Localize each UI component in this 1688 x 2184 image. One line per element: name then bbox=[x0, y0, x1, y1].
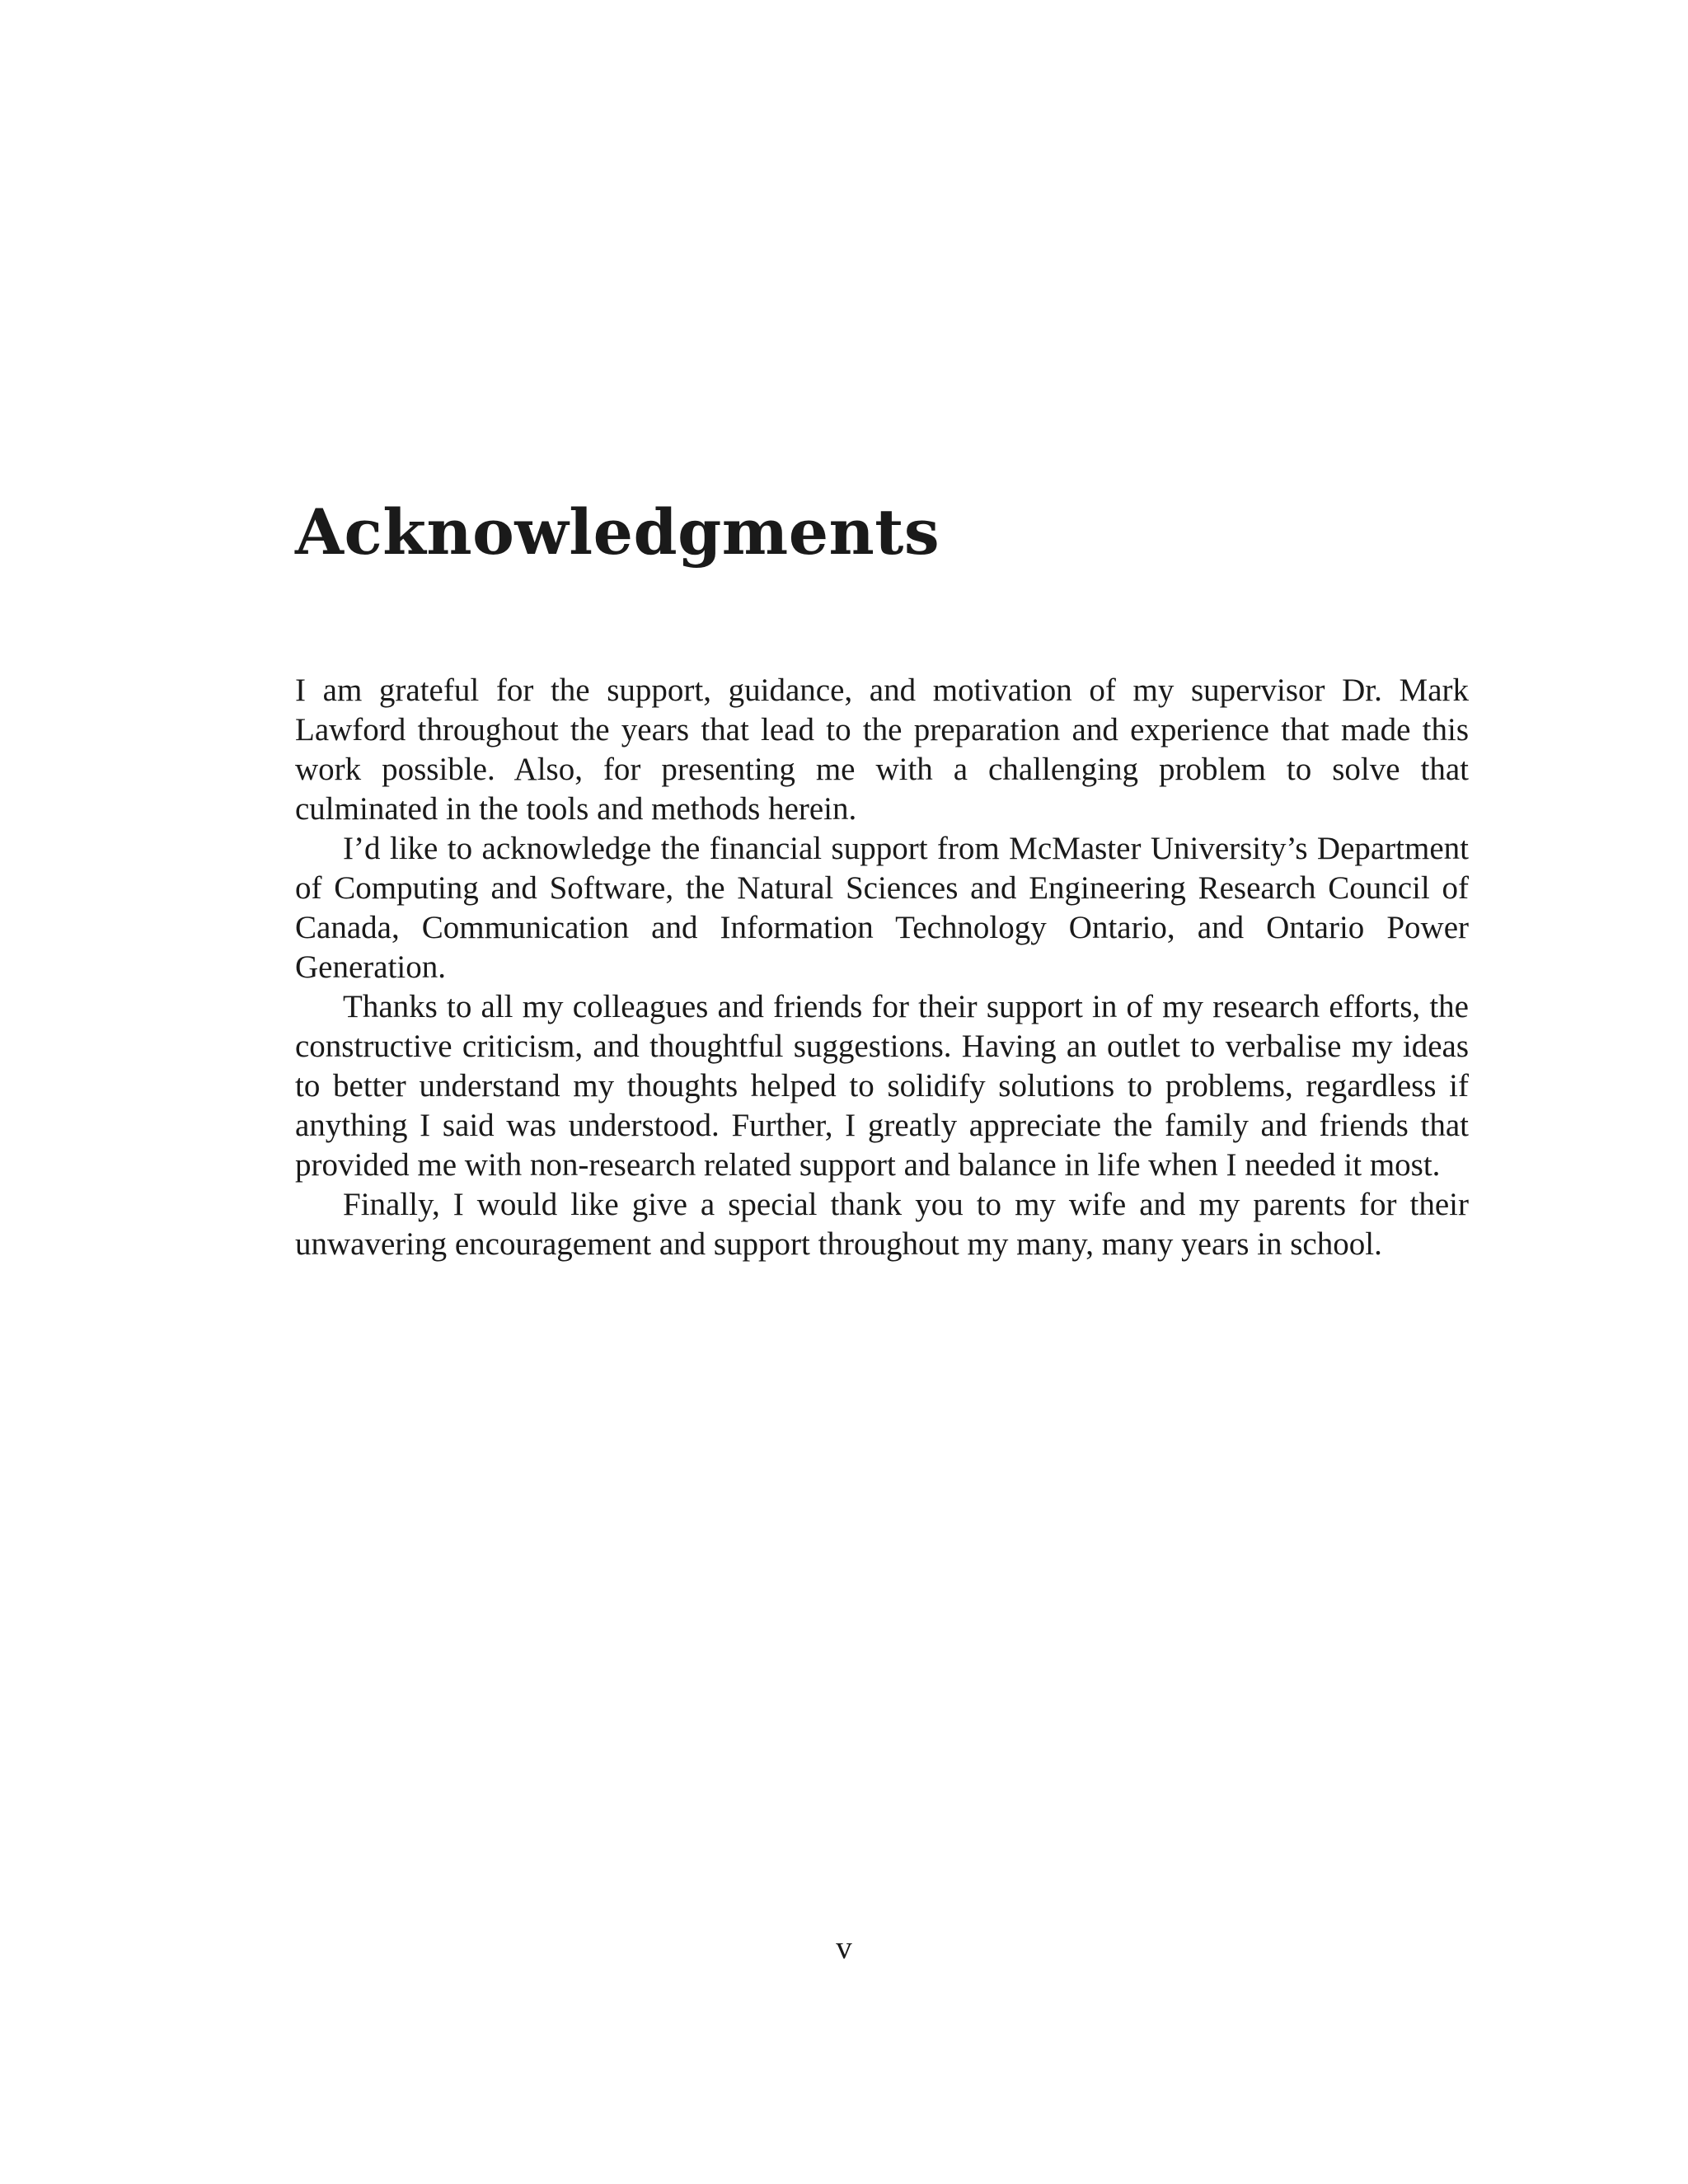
paragraph-1: I am grateful for the support, guidance, and motivation of my supervisor Dr. Mark Lawford throughout the years that lead to the preparation and experience that made this work possible. Also, for presenting me with a challenging problem to solve that culminated in the tools and methods herein. bbox=[295, 673, 1469, 827]
paragraph-3: Thanks to all my colleagues and friends for their support in of my research efforts, the constructive criticism, and thoughtful suggestions. Having an outlet to verbalise my ideas to better understand my thoughts helped to solidify solutions to problems, regardless if anything I said was understood. Further, I greatly appreciate the family and friends that provided me with non-research related support and balance in life when I needed it most. bbox=[295, 989, 1469, 1183]
paragraph-4: Finally, I would like give a special thank you to my wife and my parents for their unwavering encouragement and support throughout my many, many years in school. bbox=[295, 1187, 1469, 1262]
page-number: v bbox=[836, 1930, 852, 1966]
paragraph-2: I’d like to acknowledge the financial support from McMaster University’s Department of Computing and Software, the Natural Sciences and Engineering Research Council of Canada, Communication and Information Technology Ontario, and Ontario Power Generation. bbox=[295, 831, 1469, 985]
page-heading: Acknowledgments bbox=[295, 495, 940, 569]
acknowledgments-body bbox=[295, 671, 1469, 1264]
